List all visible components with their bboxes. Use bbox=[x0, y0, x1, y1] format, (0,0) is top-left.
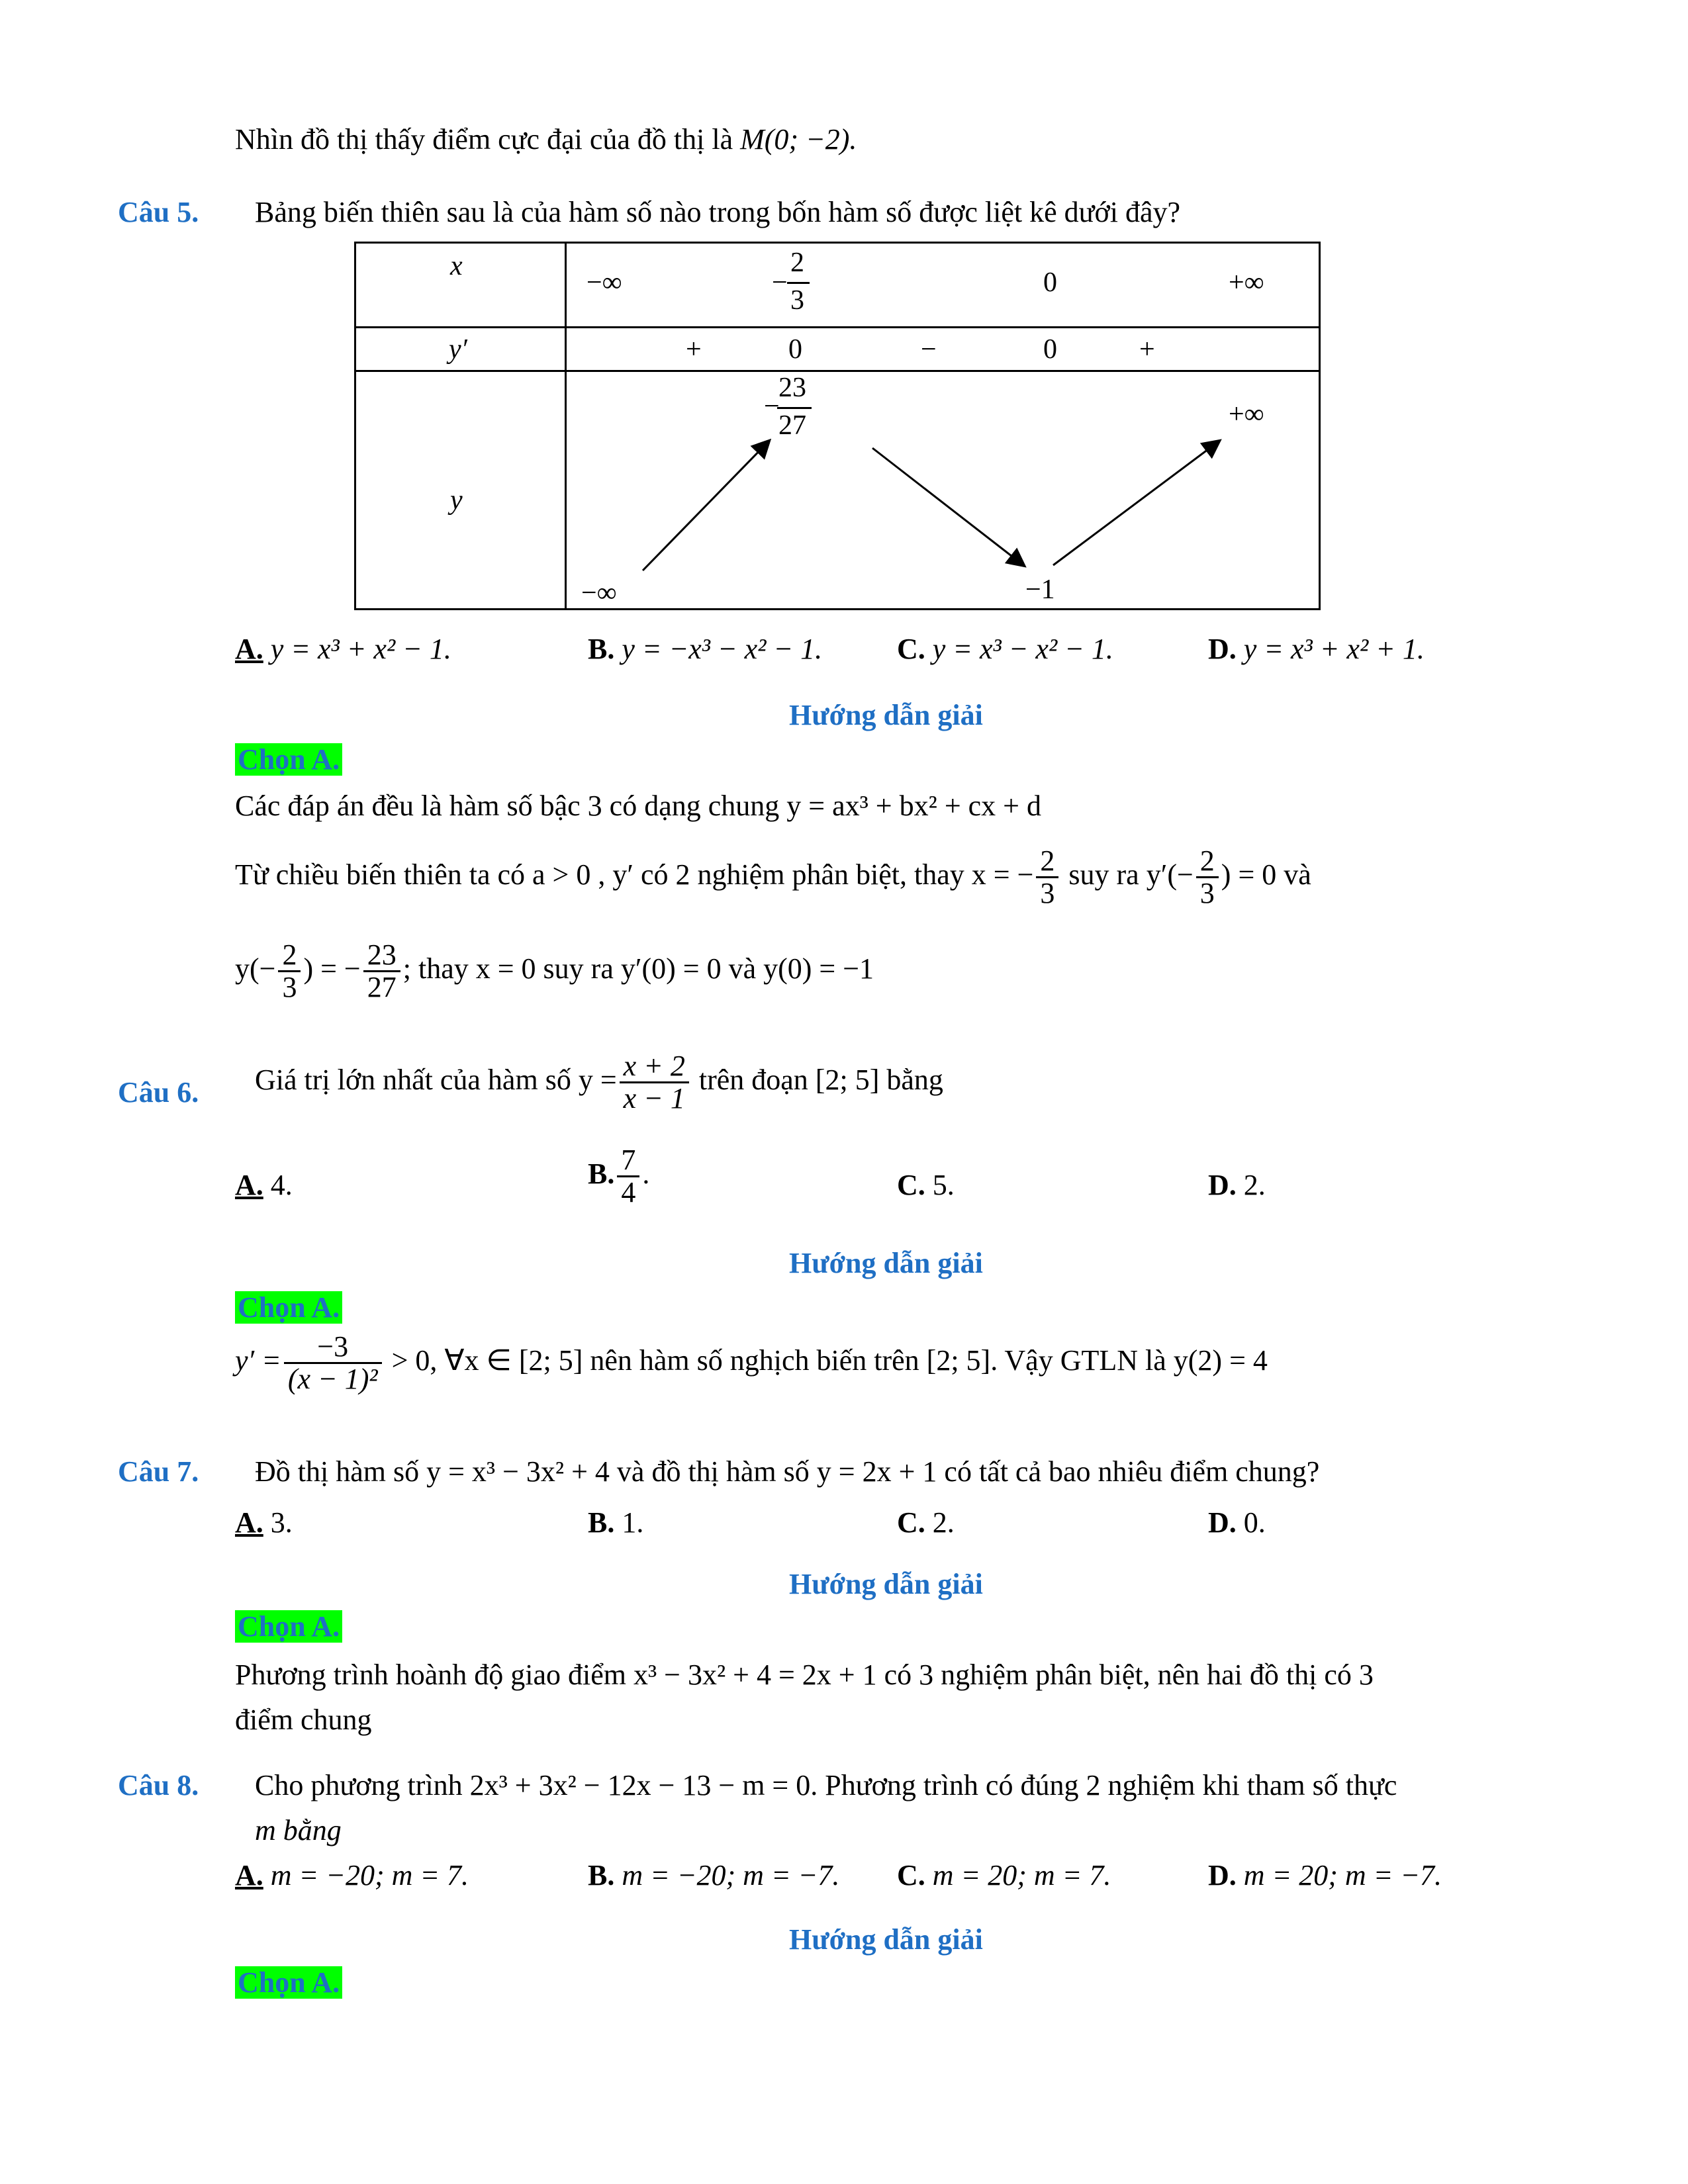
q5-option-a[interactable]: A. y = x³ + x² − 1. bbox=[235, 633, 451, 665]
q5-guide-heading: Hướng dẫn giải bbox=[789, 699, 983, 731]
variation-arrows bbox=[567, 372, 1321, 610]
q7-guide-heading: Hướng dẫn giải bbox=[789, 1568, 983, 1600]
table-x-values: −∞ − 2 3 0 +∞ bbox=[566, 243, 1320, 328]
q6-choose: Chọn A. bbox=[235, 1291, 342, 1324]
q7-choose: Chọn A. bbox=[235, 1610, 342, 1643]
q5-option-d[interactable]: D. y = x³ + x² + 1. bbox=[1208, 633, 1425, 665]
q7-option-b[interactable]: B. 1. bbox=[588, 1506, 644, 1539]
q6-text: Giá trị lớn nhất của hàm số y = $\frac{x + 2}{x - 1}$ trên đoạn [2; 5] bằng bbox=[255, 1050, 943, 1115]
q6-option-b[interactable]: B. $\frac{7}{4}$ . bbox=[588, 1144, 650, 1209]
q5-text: Bảng biến thiên sau là của hàm số nào trong bốn hàm số được liệt kê dưới đây? bbox=[255, 196, 1181, 228]
q6-fraction: $\frac{x + 2}{x - 1}$ bbox=[620, 1051, 689, 1114]
q8-option-a[interactable]: A. m = −20; m = 7. bbox=[235, 1859, 469, 1891]
intro-point: M(0; −2). bbox=[740, 123, 857, 156]
q7-solution-2: điểm chung bbox=[235, 1704, 372, 1736]
q5-option-c[interactable]: C. y = x³ − x² − 1. bbox=[897, 633, 1113, 665]
table-header-x: x bbox=[355, 243, 566, 328]
table-y-values: − 23 27 +∞ −∞ −1 bbox=[566, 371, 1320, 610]
q8-option-d[interactable]: D. m = 20; m = −7. bbox=[1208, 1859, 1442, 1891]
intro-text: Nhìn đồ thị thấy điểm cực đại của đồ thị là bbox=[235, 123, 741, 156]
q8-option-b[interactable]: B. m = −20; m = −7. bbox=[588, 1859, 840, 1891]
table-header-y: y bbox=[355, 371, 566, 610]
fraction-2-3: $\frac{2}{3}$ bbox=[1036, 846, 1058, 909]
variation-table bbox=[354, 242, 1321, 610]
q8-choose: Chọn A. bbox=[235, 1966, 342, 1999]
q5-label: Câu 5. bbox=[118, 196, 199, 228]
q6-label: Câu 6. bbox=[118, 1076, 199, 1109]
q5-option-b[interactable]: B. y = −x³ − x² − 1. bbox=[588, 633, 823, 665]
q6-solution: y′ = $\frac{-3}{\text{(x − 1)²}}$ > 0, ∀x ∈ [2; 5] nên hàm số nghịch biến trên [2; 5]. Vậy GTLN là y(2) = 4 bbox=[235, 1330, 1268, 1396]
q8-option-c[interactable]: C. m = 20; m = 7. bbox=[897, 1859, 1111, 1891]
q7-solution-1: Phương trình hoành độ giao điểm x³ − 3x² + 4 = 2x + 1 có 3 nghiệm phân biệt, nên hai đồ thị có 3 bbox=[235, 1659, 1374, 1691]
q7-label: Câu 7. bbox=[118, 1455, 199, 1488]
q8-guide-heading: Hướng dẫn giải bbox=[789, 1923, 983, 1956]
intro-line bbox=[235, 122, 857, 156]
arrow-up-1 bbox=[643, 441, 769, 570]
arrow-down bbox=[872, 448, 1023, 565]
table-yprime-values: + 0 − 0 + bbox=[566, 328, 1320, 371]
q6-option-d[interactable]: D. 2. bbox=[1208, 1169, 1266, 1201]
q5-choose: Chọn A. bbox=[235, 743, 342, 776]
q7-option-c[interactable]: C. 2. bbox=[897, 1506, 955, 1539]
q6-guide-heading: Hướng dẫn giải bbox=[789, 1247, 983, 1279]
q8-text-2: m bằng bbox=[255, 1814, 342, 1846]
q5-solution-3: y(− $\frac{2}{3}$ ) = − $\frac{23}{27}$ ; thay x = 0 suy ra y′(0) = 0 và y(0) = −1 bbox=[235, 938, 874, 1004]
q7-option-a[interactable]: A. 3. bbox=[235, 1506, 293, 1539]
q5-solution-2: Từ chiều biến thiên ta có a > 0 , y′ có 2 nghiệm phân biệt, thay x = − $\frac{2}{3}$ suy ra y′(− $\frac{2}{3}$ ) = 0 và bbox=[235, 844, 1311, 910]
q8-label: Câu 8. bbox=[118, 1769, 199, 1801]
q6-option-c[interactable]: C. 5. bbox=[897, 1169, 955, 1201]
q6-option-a[interactable]: A. 4. bbox=[235, 1169, 293, 1201]
arrow-up-2 bbox=[1053, 441, 1219, 565]
q7-text: Đồ thị hàm số y = x³ − 3x² + 4 và đồ thị hàm số y = 2x + 1 có tất cả bao nhiêu điểm chung? bbox=[255, 1455, 1320, 1488]
q7-option-d[interactable]: D. 0. bbox=[1208, 1506, 1266, 1539]
q8-text-1: Cho phương trình 2x³ + 3x² − 12x − 13 − m = 0. Phương trình có đúng 2 nghiệm khi tham số thực bbox=[255, 1769, 1397, 1801]
table-header-yprime: y′ bbox=[355, 328, 566, 371]
q5-solution-1: Các đáp án đều là hàm số bậc 3 có dạng chung y = ax³ + bx² + cx + d bbox=[235, 790, 1041, 822]
